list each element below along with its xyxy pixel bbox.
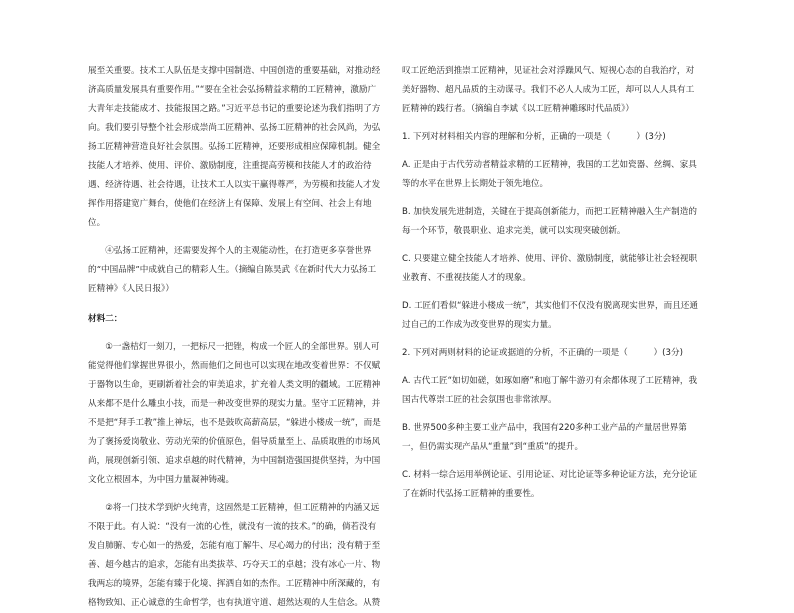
material-two-conclusion: 叹工匠绝活到推崇工匠精神，见证社会对浮躁风气、短视心态的自我治疗，对美好器物、超凡品质的主动谋寻。我们不必人人成为工匠，却可以人人具有工匠精神的践行者。（摘编自李斌《以工匠精神雕琢时代品质》）: [402, 66, 695, 114]
question-2: 2. 下列对两则材料的论证或据道的分析，不正确的一项是（ ）(3分): [402, 348, 683, 358]
question-2-option-a: A. 古代工匠“如切如磋，如琢如磨”和庖丁解牛游刃有余都体现了工匠精神，我国古代尊崇工匠的社会氛围也非常浓厚。: [402, 376, 698, 405]
question-2-option-b: B. 世界500多种主要工业产品中，我国有220多种工业产品的产量居世界第一，但仍需实现产品从“重量”到“重质”的提升。: [402, 423, 687, 452]
paragraph-4: ④弘扬工匠精神，还需要发挥个人的主观能动性，在打造更多享誉世界的“中国品牌”中成就自己的精彩人生。（摘编自陈昊武《在新时代大力弘扬工匠精神》《人民日报》）: [88, 246, 377, 294]
question-1-option-b: B. 加快发展先进制造，关键在于提高创新能力，而把工匠精神融入生产制造的每一个环节，敬畏职业、追求完美，就可以实现突破创新。: [402, 207, 697, 236]
question-1-option-d: D. 工匠们看似“躲进小楼成一统”，其实他们不仅没有脱离现实世界，而且还通过自己的工作成为改变世界的现实力量。: [402, 301, 698, 330]
right-column: [402, 62, 702, 504]
paragraph-continuation: 展至关重要。技术工人队伍是支撑中国制造、中国创造的重要基础，对推动经济高质量发展具有重要作用。”“要在全社会弘扬精益求精的工匠精神，激励广大青年走技能成才、技能报国之路。”习近平总书记的重要论述为我们指明了方向。我们要引导整个社会形成崇尚工匠精神、弘扬工匠精神的社会风尚，为弘扬工匠精神营造良好社会氛围。弘扬工匠精神，还要形成相应保障机制。健全技能人才培养、使用、评价、激励制度，注重提高劳模和技能人才的政治待遇、经济待遇、社会待遇，让技术工人以实干赢得尊严，为劳模和技能人才发挥作用搭建宽广舞台，使他们在经济上有保障、发展上有空间、社会上有地位。: [88, 66, 381, 228]
material-two-heading: 材料二：: [88, 314, 123, 324]
material-two-paragraph-2: ②将一门技术学到炉火纯青，这固然是工匠精神，但工匠精神的内涵又远不限于此。有人说：“没有一流的心性，就没有一流的技术。”的确，倘若没有发自肺腑、专心如一的热爱，怎能有庖丁解牛、尽心竭力的付出；没有精于至善、超今越古的追求，怎能有出类拔萃、巧夺天工的卓越；没有冰心一片、物我两忘的境界，怎能有臻于化境、挥洒自如的杰作。工匠精神中所深藏的，有格物致知、正心诚意的生命哲学，也有执道守道、超然达观的人生信念。从赞: [88, 503, 381, 608]
question-2-option-c: C. 材料一综合运用举例论证、引用论证、对比论证等多种论证方法，充分论证了在新时代弘扬工匠精神的重要性。: [402, 470, 698, 499]
question-1-option-a: A. 正是由于古代劳动者精益求精的工匠精神，我国的工艺如瓷器、丝绸、家具等的水平在世界上长期处于领先地位。: [402, 160, 697, 189]
question-1: 1. 下列对材料相关内容的理解和分析，正确的一项是（ ）(3分): [402, 132, 666, 142]
question-1-option-c: C. 只要建立健全技能人才培养、使用、评价、激励制度，就能够让社会轻视职业教育、不重视技能人才的现象。: [402, 254, 698, 283]
material-two-paragraph-1: ①一盏桔灯一刻刀，一把标尺一把锉，构成一个匠人的全部世界。别人可能觉得他们掌握世界很小，然而他们之间也可以实现在地改变着世界：不仅赋于器物以生命，更刷新着社会的审美追求，扩充着人类文明的疆域。工匠精神从来都不是什么雕虫小技，而是一种改变世界的现实力量。坚守工匠精神，并不是把“拜手工教”推上神坛，也不是鼓吹高薪高层，“躲进小楼成一统”，而是为了褒扬爱岗敬业、劳动光荣的价值原色，倡导质量至上、品质取胜的市场风尚，展现创新引领、追求卓越的时代精神，为中国制造强国提供坚持，为中国文化立根固本，为中国力量凝神铸魂。: [88, 342, 381, 485]
left-column: [88, 62, 382, 613]
